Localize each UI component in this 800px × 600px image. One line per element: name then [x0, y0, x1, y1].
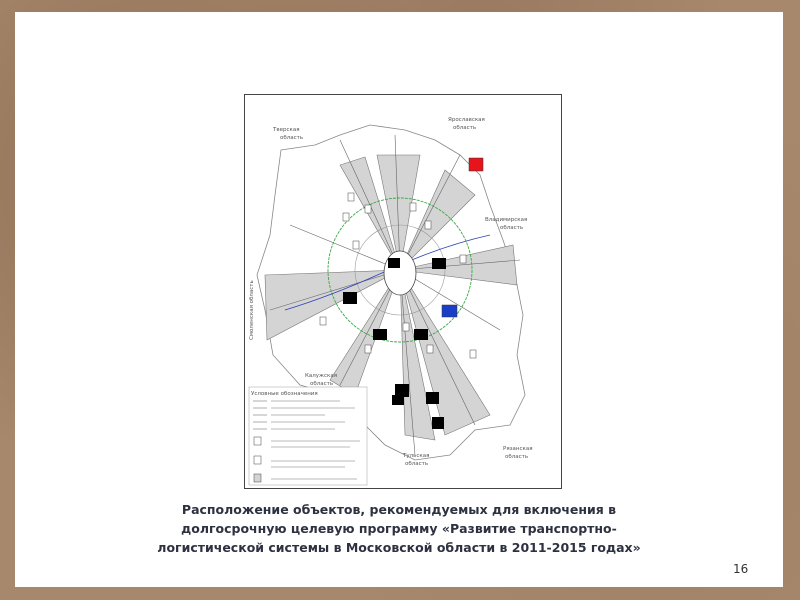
- label-tver-suffix: область: [280, 135, 304, 141]
- marker-5: [414, 329, 428, 340]
- moscow-city: [384, 251, 416, 295]
- marker-9: [432, 417, 444, 429]
- page-number: 16: [733, 562, 749, 576]
- label-kaluga-suffix: область: [310, 381, 334, 387]
- marker-1: [388, 258, 400, 268]
- label-tula-suffix: область: [405, 461, 429, 467]
- label-ryazan-suffix: область: [505, 454, 529, 460]
- moscow-region-map: [244, 94, 562, 489]
- legend-title: Условные обозначения: [251, 391, 318, 397]
- label-vladimir-suffix: область: [500, 225, 524, 231]
- label-tver: Тверская: [273, 127, 300, 133]
- marker-2: [432, 258, 446, 269]
- label-yaroslavl: Ярославская: [448, 117, 485, 123]
- label-kaluga: Калужская: [305, 373, 338, 379]
- map-svg: [245, 95, 561, 488]
- slide-caption: Расположение объектов, рекомендуемых для включения в долгосрочную целевую программу «Развитие транспортно-логистической системы в Московской области в 2011-2015 годах»: [157, 502, 641, 555]
- label-tula: Тульская: [403, 453, 430, 459]
- map-legend: [249, 387, 367, 485]
- label-yaroslavl-suffix: область: [453, 125, 477, 131]
- marker-8: [426, 392, 439, 404]
- marker-blue: [442, 305, 457, 317]
- marker-red: [469, 158, 483, 171]
- slide: [15, 12, 783, 587]
- marker-7: [392, 395, 404, 405]
- marker-3: [343, 292, 357, 304]
- label-smolensk: Смоленская область: [249, 280, 255, 340]
- marker-4: [373, 329, 387, 340]
- label-vladimir: Владимирская: [485, 217, 528, 223]
- label-ryazan: Рязанская: [503, 446, 533, 452]
